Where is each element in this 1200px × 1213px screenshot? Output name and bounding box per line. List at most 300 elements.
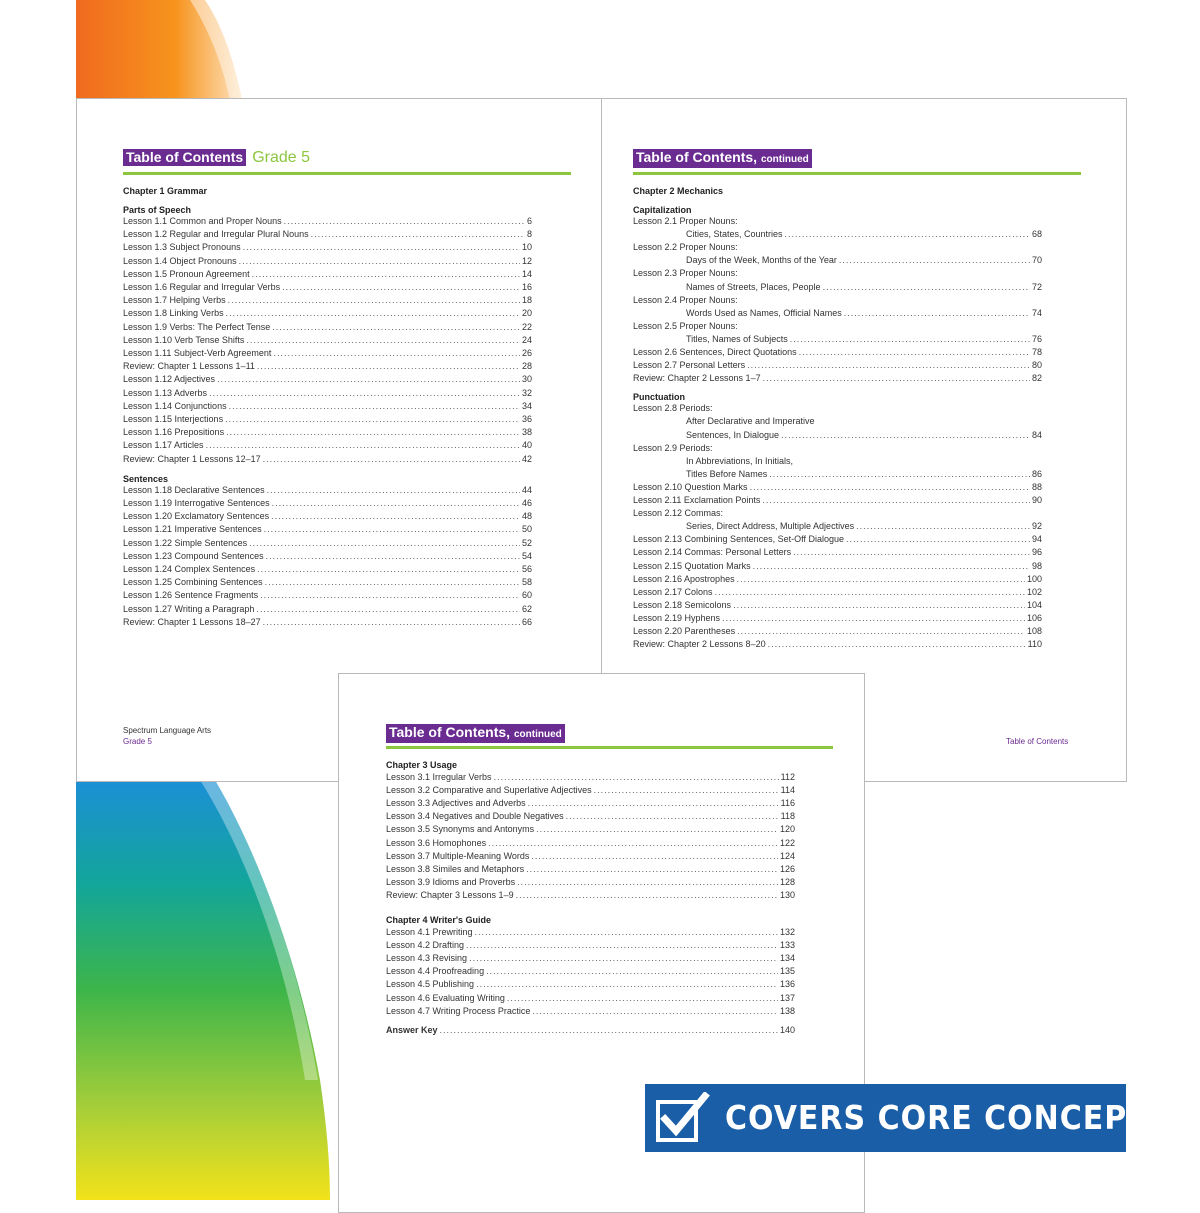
toc-leader-dots bbox=[272, 322, 520, 333]
toc-entry-title: Lesson 1.25 Combining Sentences bbox=[123, 577, 263, 588]
toc-page-number: 94 bbox=[1031, 534, 1042, 545]
toc-page-number: 84 bbox=[1031, 429, 1042, 440]
toc-entry bbox=[123, 414, 532, 425]
toc-entry bbox=[633, 360, 1042, 371]
toc-entry-lesson: Lesson 2.9 Periods: bbox=[633, 442, 713, 453]
toc-entry-title: Lesson 2.10 Question Marks bbox=[633, 481, 748, 492]
toc-entry-title: Lesson 2.14 Commas: Personal Letters bbox=[633, 547, 792, 558]
toc-leader-dots bbox=[844, 308, 1030, 319]
toc-entry-title: Lesson 2.18 Semicolons bbox=[633, 599, 732, 610]
toc-leader-dots bbox=[217, 374, 520, 385]
toc-entry-title: Titles Before Names bbox=[686, 468, 768, 479]
toc-entry-title: Lesson 1.1 Common and Proper Nouns bbox=[123, 216, 282, 226]
toc-page-1-header bbox=[123, 149, 310, 167]
toc-entry-title: Lesson 2.16 Apostrophes bbox=[633, 573, 735, 584]
toc-page-number: 90 bbox=[1031, 495, 1042, 505]
toc-entry bbox=[686, 521, 1042, 532]
toc-page-number: 54 bbox=[521, 550, 532, 561]
toc-leader-dots bbox=[256, 604, 520, 615]
toc-leader-dots bbox=[488, 838, 778, 849]
toc-title-continued: continued bbox=[513, 729, 562, 740]
toc-leader-dots bbox=[264, 524, 520, 535]
toc-leader-dots bbox=[486, 966, 778, 977]
toc-leader-dots bbox=[475, 927, 778, 938]
toc-entry bbox=[686, 229, 1042, 240]
toc-entry bbox=[123, 401, 532, 412]
toc-entry-lesson: Lesson 2.1 Proper Nouns: bbox=[633, 216, 738, 226]
toc-entry bbox=[633, 547, 1042, 558]
toc-page-number: 114 bbox=[780, 785, 795, 796]
toc-page-number: 22 bbox=[521, 321, 532, 332]
toc-entry bbox=[686, 430, 1042, 441]
footer-label: Table of Contents bbox=[1006, 737, 1069, 746]
toc-leader-dots bbox=[249, 538, 520, 549]
toc-page-number: 106 bbox=[1026, 612, 1042, 623]
toc-entry bbox=[386, 798, 795, 809]
toc-leader-dots bbox=[260, 590, 520, 601]
toc-page-number: 36 bbox=[521, 414, 532, 424]
toc-entry-title: Lesson 1.6 Regular and Irregular Verbs bbox=[123, 282, 281, 292]
toc-entry bbox=[633, 561, 1042, 572]
section-heading: Parts of Speech bbox=[123, 205, 192, 215]
toc-entry-title: Lesson 1.12 Adjectives bbox=[123, 374, 216, 385]
toc-entry bbox=[386, 864, 795, 875]
toc-leader-dots bbox=[753, 561, 1030, 572]
toc-entry-title: Lesson 1.14 Conjunctions bbox=[123, 400, 227, 411]
toc-entry-title: Lesson 1.18 Declarative Sentences bbox=[123, 484, 265, 495]
toc-entry-lesson: Lesson 2.4 Proper Nouns: bbox=[633, 294, 738, 305]
toc-entry bbox=[123, 617, 532, 628]
toc-page-number: 130 bbox=[779, 889, 795, 900]
toc-entry-title: Lesson 2.19 Hyphens bbox=[633, 612, 721, 623]
toc-page-number: 26 bbox=[521, 348, 532, 358]
toc-page-number: 100 bbox=[1026, 573, 1042, 584]
toc-entry-title: Review: Chapter 2 Lessons 8–20 bbox=[633, 639, 766, 650]
toc-page-number: 122 bbox=[779, 837, 795, 848]
toc-leader-dots bbox=[469, 953, 778, 964]
toc-entry bbox=[633, 347, 1042, 358]
toc-leader-dots bbox=[466, 940, 778, 951]
toc-entry bbox=[686, 255, 1042, 266]
toc-entry-title: Lesson 1.9 Verbs: The Perfect Tense bbox=[123, 321, 271, 332]
toc-entry bbox=[123, 374, 532, 385]
toc-entry-title: Lesson 2.6 Sentences, Direct Quotations bbox=[633, 347, 797, 357]
toc-entry-title: Sentences, In Dialogue bbox=[686, 429, 780, 440]
toc-entry-title: Lesson 1.8 Linking Verbs bbox=[123, 308, 224, 319]
toc-leader-dots bbox=[785, 229, 1030, 240]
toc-leader-dots bbox=[839, 255, 1030, 266]
toc-leader-dots bbox=[823, 282, 1030, 293]
chapter-heading: Chapter 3 Usage bbox=[386, 760, 458, 770]
toc-entry bbox=[386, 785, 795, 796]
toc-leader-dots bbox=[440, 1025, 778, 1036]
toc-entry-title: Lesson 1.22 Simple Sentences bbox=[123, 537, 248, 548]
toc-entry-subtitle: After Declarative and Imperative bbox=[686, 416, 815, 427]
toc-entry-lesson: Lesson 2.5 Proper Nouns: bbox=[633, 320, 738, 331]
chapter-heading: Chapter 4 Writer's Guide bbox=[386, 915, 491, 925]
toc-entry-title: Lesson 3.8 Similes and Metaphors bbox=[386, 863, 525, 874]
toc-page-number: 40 bbox=[521, 440, 532, 451]
toc-entry-title: Lesson 1.20 Exclamatory Sentences bbox=[123, 511, 270, 522]
toc-leader-dots bbox=[532, 1006, 778, 1017]
toc-leader-dots bbox=[311, 229, 525, 240]
toc-entry-title: Names of Streets, Places, People bbox=[686, 281, 821, 292]
section-heading: Sentences bbox=[123, 473, 169, 484]
toc-leader-dots bbox=[209, 388, 520, 399]
toc-leader-dots bbox=[226, 308, 520, 319]
toc-entry bbox=[123, 485, 532, 496]
toc-entry bbox=[633, 626, 1042, 637]
toc-page-number: 112 bbox=[780, 772, 795, 782]
toc-entry-title: Lesson 2.15 Quotation Marks bbox=[633, 560, 751, 571]
toc-page-number: 135 bbox=[779, 966, 795, 977]
toc-page-number: 12 bbox=[521, 255, 532, 266]
banner-text: COVERS CORE CONCEPTS bbox=[725, 1098, 1172, 1138]
toc-entry-title: Lesson 1.26 Sentence Fragments bbox=[123, 590, 259, 601]
toc-page-number: 18 bbox=[521, 295, 532, 306]
toc-entry bbox=[386, 927, 795, 938]
toc-entry-lesson: Lesson 2.8 Periods: bbox=[633, 403, 713, 414]
toc-entry-title: Lesson 1.7 Helping Verbs bbox=[123, 295, 226, 306]
toc-leader-dots bbox=[239, 256, 520, 267]
toc-page-number: 46 bbox=[521, 498, 532, 508]
toc-entry bbox=[633, 600, 1042, 611]
toc-entry bbox=[123, 427, 532, 438]
rainbow-swoosh-decoration bbox=[0, 780, 340, 1200]
toc-page-number: 124 bbox=[779, 850, 795, 861]
toc-page-number: 68 bbox=[1031, 229, 1042, 240]
toc-entry-title: Lesson 1.5 Pronoun Agreement bbox=[123, 268, 250, 279]
toc-entry bbox=[633, 373, 1042, 384]
toc-page-number: 108 bbox=[1026, 626, 1042, 636]
toc-page-number: 104 bbox=[1026, 599, 1042, 610]
toc-entry-title: Lesson 2.17 Colons bbox=[633, 586, 713, 597]
grade-label: Grade 5 bbox=[252, 149, 310, 166]
toc-title: Table of Contents bbox=[123, 149, 246, 166]
toc-page-number: 34 bbox=[521, 400, 532, 411]
section-heading: Capitalization bbox=[633, 205, 692, 215]
toc-page-number: 74 bbox=[1031, 307, 1042, 318]
toc-leader-dots bbox=[517, 877, 778, 888]
toc-entry-title: Lesson 4.4 Proofreading bbox=[386, 966, 485, 977]
toc-page-number: 30 bbox=[521, 374, 532, 385]
toc-page-number: 132 bbox=[779, 927, 795, 937]
toc-page-number: 140 bbox=[779, 1024, 795, 1035]
toc-page-number: 72 bbox=[1031, 281, 1042, 292]
toc-leader-dots bbox=[494, 772, 779, 783]
title-rule bbox=[633, 172, 1081, 175]
toc-entry bbox=[123, 216, 532, 227]
toc-entry-title: Lesson 1.24 Complex Sentences bbox=[123, 564, 256, 574]
toc-leader-dots bbox=[273, 348, 520, 359]
toc-entry-title: Lesson 1.15 Interjections bbox=[123, 414, 224, 424]
toc-leader-dots bbox=[265, 577, 520, 588]
toc-entry-title: Lesson 1.3 Subject Pronouns bbox=[123, 242, 241, 253]
toc-page-number: 96 bbox=[1031, 547, 1042, 558]
answer-key-entry bbox=[386, 1025, 795, 1036]
toc-page-number: 137 bbox=[779, 992, 795, 1003]
toc-leader-dots bbox=[846, 534, 1030, 545]
toc-leader-dots bbox=[271, 511, 520, 522]
toc-page-number: 126 bbox=[779, 863, 795, 874]
toc-leader-dots bbox=[768, 639, 1026, 650]
toc-entry bbox=[123, 308, 532, 319]
toc-entry-title: Lesson 3.9 Idioms and Proverbs bbox=[386, 876, 516, 887]
toc-entry-title: Lesson 1.19 Interrogative Sentences bbox=[123, 498, 270, 508]
toc-entry bbox=[386, 772, 795, 783]
footer-grade: Grade 5 bbox=[123, 737, 152, 746]
toc-entry-title: Cities, States, Countries bbox=[686, 229, 783, 240]
toc-page-number: 78 bbox=[1031, 347, 1042, 357]
toc-entry-title: Lesson 4.7 Writing Process Practice bbox=[386, 1005, 531, 1016]
toc-entry-title: Lesson 4.6 Evaluating Writing bbox=[386, 992, 505, 1003]
toc-page-number: 120 bbox=[779, 824, 795, 835]
toc-entry bbox=[386, 890, 795, 901]
toc-entry bbox=[123, 361, 532, 372]
toc-entry bbox=[633, 639, 1042, 650]
toc-leader-dots bbox=[272, 498, 520, 509]
toc-title-main: Table of Contents, bbox=[389, 724, 511, 740]
toc-entry-title: Lesson 1.27 Writing a Paragraph bbox=[123, 603, 255, 614]
toc-entry bbox=[633, 534, 1042, 545]
toc-entry-title: Lesson 3.6 Homophones bbox=[386, 837, 487, 848]
toc-title bbox=[633, 149, 812, 168]
toc-page-number: 8 bbox=[526, 229, 532, 240]
title-rule bbox=[123, 172, 571, 175]
toc-page-number: 133 bbox=[779, 940, 795, 951]
toc-page-number: 82 bbox=[1031, 373, 1042, 384]
toc-entry bbox=[123, 282, 532, 293]
toc-page-number: 42 bbox=[521, 453, 532, 464]
toc-page-number: 118 bbox=[780, 811, 795, 822]
toc-entry-title: Review: Chapter 3 Lessons 1–9 bbox=[386, 889, 514, 900]
toc-page-number: 134 bbox=[779, 953, 795, 964]
toc-entry-title: Lesson 3.3 Adjectives and Adverbs bbox=[386, 798, 526, 809]
toc-entry bbox=[386, 824, 795, 835]
toc-entry bbox=[686, 334, 1042, 345]
toc-leader-dots bbox=[763, 373, 1030, 384]
toc-entry-title: Lesson 2.13 Combining Sentences, Set-Off Dialogue bbox=[633, 534, 844, 545]
toc-leader-dots bbox=[528, 798, 779, 809]
toc-leader-dots bbox=[226, 427, 520, 438]
toc-page-number: 48 bbox=[521, 511, 532, 522]
toc-leader-dots bbox=[267, 485, 520, 496]
toc-page-number: 50 bbox=[521, 524, 532, 535]
toc-entry bbox=[123, 242, 532, 253]
toc-page-number: 138 bbox=[779, 1005, 795, 1016]
toc-leader-dots bbox=[737, 626, 1025, 637]
toc-entry-lesson: Lesson 2.2 Proper Nouns: bbox=[633, 242, 738, 253]
toc-page-number: 92 bbox=[1031, 521, 1042, 532]
toc-entry bbox=[386, 811, 795, 822]
toc-leader-dots bbox=[793, 547, 1030, 558]
toc-entry bbox=[123, 564, 532, 575]
toc-leader-dots bbox=[263, 454, 520, 465]
toc-entry-title: Lesson 3.5 Synonyms and Antonyms bbox=[386, 824, 535, 835]
toc-page-number: 80 bbox=[1031, 360, 1042, 371]
toc-leader-dots bbox=[229, 401, 520, 412]
toc-entry bbox=[633, 482, 1042, 493]
toc-leader-dots bbox=[252, 269, 520, 280]
toc-page-number: 116 bbox=[780, 798, 795, 809]
toc-entry bbox=[123, 511, 532, 522]
toc-leader-dots bbox=[790, 334, 1030, 345]
toc-leader-dots bbox=[266, 551, 520, 562]
toc-leader-dots bbox=[516, 890, 778, 901]
toc-entry-title: Review: Chapter 1 Lessons 12–17 bbox=[123, 453, 261, 464]
toc-entry bbox=[123, 538, 532, 549]
toc-entry bbox=[633, 613, 1042, 624]
orange-swoosh-decoration bbox=[0, 0, 250, 100]
toc-page-number: 32 bbox=[521, 387, 532, 398]
toc-entry bbox=[386, 877, 795, 888]
toc-entry bbox=[686, 282, 1042, 293]
toc-entry-title: Lesson 2.11 Exclamation Points bbox=[633, 495, 761, 505]
toc-leader-dots bbox=[476, 979, 778, 990]
toc-entry-title: Lesson 1.2 Regular and Irregular Plural Nouns bbox=[123, 229, 309, 240]
toc-page-number: 56 bbox=[521, 564, 532, 574]
toc-entry bbox=[686, 469, 1042, 480]
toc-entry-title: Lesson 4.5 Publishing bbox=[386, 979, 475, 990]
toc-page-number: 58 bbox=[521, 577, 532, 588]
toc-entry bbox=[123, 256, 532, 267]
toc-entry-title: Lesson 1.4 Object Pronouns bbox=[123, 255, 237, 266]
toc-entry bbox=[633, 574, 1042, 585]
chapter-heading: Chapter 2 Mechanics bbox=[633, 186, 724, 196]
toc-page-number: 66 bbox=[521, 616, 532, 627]
toc-leader-dots bbox=[284, 216, 525, 227]
toc-page-number: 14 bbox=[521, 268, 532, 279]
toc-entry-lesson: Lesson 2.3 Proper Nouns: bbox=[633, 268, 738, 279]
toc-entry-title: Lesson 1.23 Compound Sentences bbox=[123, 550, 264, 561]
toc-entry-title: Lesson 2.20 Parentheses bbox=[633, 626, 736, 636]
toc-entry-title: Lesson 3.7 Multiple-Meaning Words bbox=[386, 850, 530, 861]
toc-leader-dots bbox=[781, 430, 1030, 441]
toc-leader-dots bbox=[594, 785, 779, 796]
toc-leader-dots bbox=[526, 864, 778, 875]
toc-leader-dots bbox=[799, 347, 1030, 358]
toc-entry-title: Lesson 1.13 Adverbs bbox=[123, 387, 208, 398]
toc-title-continued: continued bbox=[760, 154, 809, 165]
toc-page-number: 10 bbox=[521, 242, 532, 253]
toc-leader-dots bbox=[257, 361, 520, 372]
toc-entry-title: Lesson 2.7 Personal Letters bbox=[633, 360, 746, 371]
toc-entry-title: Days of the Week, Months of the Year bbox=[686, 255, 837, 266]
section-heading: Punctuation bbox=[633, 392, 685, 403]
toc-leader-dots bbox=[246, 335, 520, 346]
toc-page-number: 44 bbox=[521, 484, 532, 495]
toc-entry-title: Lesson 3.1 Irregular Verbs bbox=[386, 772, 492, 782]
toc-page-number: 20 bbox=[521, 308, 532, 319]
toc-page-number: 38 bbox=[521, 427, 532, 438]
toc-entry bbox=[386, 851, 795, 862]
toc-entry bbox=[386, 953, 795, 964]
footer-series: Spectrum Language Arts bbox=[123, 726, 212, 735]
toc-entry bbox=[123, 551, 532, 562]
toc-entry-title: Review: Chapter 1 Lessons 1–11 bbox=[123, 361, 255, 372]
toc-page-number: 86 bbox=[1031, 468, 1042, 479]
toc-leader-dots bbox=[733, 600, 1025, 611]
toc-entry-title: Titles, Names of Subjects bbox=[686, 333, 788, 344]
toc-entry bbox=[123, 348, 532, 359]
toc-entry-title: Lesson 1.11 Subject-Verb Agreement bbox=[123, 348, 272, 358]
toc-entry-title: Lesson 3.2 Comparative and Superlative Adjectives bbox=[386, 785, 592, 796]
toc-entry-title: Lesson 1.16 Prepositions bbox=[123, 427, 225, 438]
toc-leader-dots bbox=[750, 482, 1030, 493]
toc-page-number: 62 bbox=[521, 603, 532, 614]
toc-entry-title: Lesson 4.3 Revising bbox=[386, 953, 468, 964]
toc-entry-title: Lesson 1.21 Imperative Sentences bbox=[123, 524, 262, 535]
toc-entry bbox=[386, 993, 795, 1004]
toc-leader-dots bbox=[257, 564, 520, 575]
title-rule bbox=[386, 746, 833, 749]
toc-entry-title: Lesson 1.10 Verb Tense Shifts bbox=[123, 334, 245, 345]
toc-leader-dots bbox=[228, 295, 520, 306]
toc-leader-dots bbox=[263, 617, 520, 628]
toc-leader-dots bbox=[206, 440, 520, 451]
toc-entry bbox=[386, 979, 795, 990]
toc-leader-dots bbox=[225, 414, 520, 425]
toc-leader-dots bbox=[531, 851, 778, 862]
toc-entry-title: Words Used as Names, Official Names bbox=[686, 307, 842, 318]
toc-leader-dots bbox=[769, 469, 1030, 480]
toc-entry-subtitle: In Abbreviations, In Initials, bbox=[686, 455, 794, 466]
chapter-heading: Chapter 1 Grammar bbox=[123, 186, 208, 196]
toc-page-number: 6 bbox=[526, 216, 532, 226]
toc-leader-dots bbox=[536, 824, 778, 835]
toc-entry bbox=[686, 308, 1042, 319]
toc-page-number: 24 bbox=[521, 334, 532, 345]
checkmark-icon bbox=[655, 1092, 711, 1144]
toc-leader-dots bbox=[282, 282, 520, 293]
toc-entry-title: Answer Key bbox=[386, 1024, 438, 1035]
toc-entry-title: Lesson 4.1 Prewriting bbox=[386, 927, 473, 937]
toc-entry bbox=[123, 440, 532, 451]
toc-page-number: 88 bbox=[1031, 481, 1042, 492]
toc-page-number: 16 bbox=[521, 282, 532, 292]
toc-page-number: 70 bbox=[1031, 255, 1042, 266]
toc-leader-dots bbox=[715, 587, 1025, 598]
toc-entry bbox=[123, 524, 532, 535]
toc-leader-dots bbox=[856, 521, 1030, 532]
toc-page-2-header bbox=[633, 149, 812, 168]
toc-entry-title: Lesson 1.17 Articles bbox=[123, 440, 204, 451]
toc-entry bbox=[123, 388, 532, 399]
toc-entry bbox=[123, 269, 532, 280]
toc-entry bbox=[633, 587, 1042, 598]
toc-page-number: 110 bbox=[1027, 639, 1042, 650]
toc-title bbox=[386, 724, 565, 743]
covers-core-concepts-banner bbox=[645, 1084, 1172, 1152]
toc-leader-dots bbox=[722, 613, 1025, 624]
toc-entry bbox=[123, 454, 532, 465]
toc-entry bbox=[123, 604, 532, 615]
toc-entry bbox=[123, 577, 532, 588]
toc-leader-dots bbox=[243, 242, 520, 253]
toc-entry bbox=[386, 940, 795, 951]
toc-entry-title: Series, Direct Address, Multiple Adjectives bbox=[686, 521, 855, 532]
toc-page-3-header bbox=[386, 724, 565, 743]
toc-entry-title: Review: Chapter 1 Lessons 18–27 bbox=[123, 616, 261, 627]
toc-entry bbox=[386, 1006, 795, 1017]
toc-page-number: 102 bbox=[1026, 586, 1042, 597]
toc-entry-title: Lesson 3.4 Negatives and Double Negatives bbox=[386, 811, 564, 822]
toc-entry-title: Lesson 4.2 Drafting bbox=[386, 940, 465, 951]
toc-entry bbox=[123, 229, 532, 240]
toc-leader-dots bbox=[747, 360, 1030, 371]
toc-leader-dots bbox=[566, 811, 779, 822]
toc-entry bbox=[386, 966, 795, 977]
